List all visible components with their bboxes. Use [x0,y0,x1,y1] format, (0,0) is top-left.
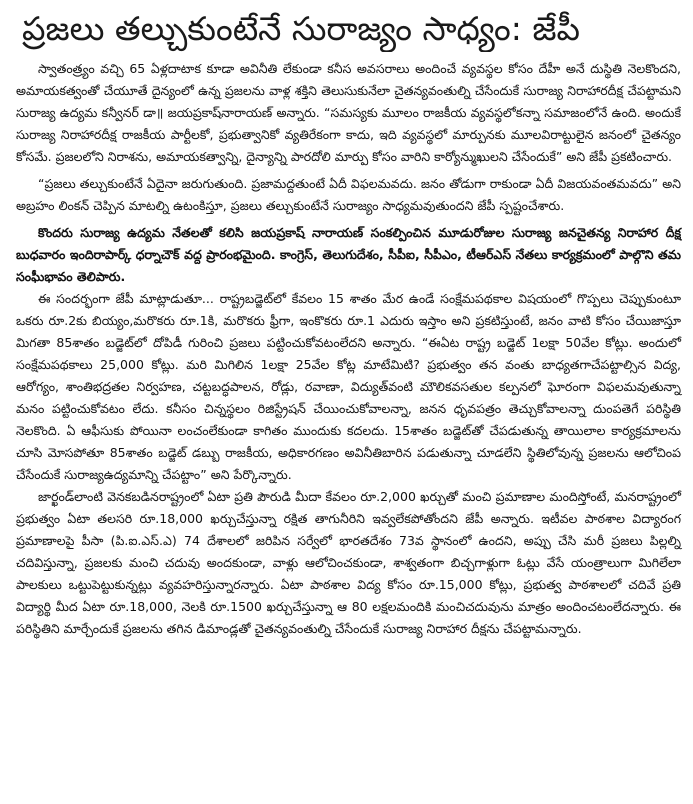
paragraph-lincoln-quote: “ప్రజలు తల్చుకుంటేనే ఏదైనా జరుగుతుంది. ప్రజామద్దతుంటే ఏదీ విఫలమవదు. జనం తోడుగా రాకుండా ఏదీ విజయవంతమవదు” అని అబ్రహం లింకన్ చెప్పిన మాటల్ని ఉటంకిస్తూ, ప్రజలు తల్చుకుంటేనే సురాజ్యం సాధ్యమవుతుందని జేపీ స్పష్టంచేశారు. [16,176,681,213]
paragraph-hunger-strike: కొందరు సురాజ్య ఉద్యమ నేతలతో కలిసి జయప్రకాష్ నారాయణ్ సంకల్పించిన మూడురోజుల సురాజ్య జనచైతన్య నిరాహార దీక్ష బుధవారం ఇందిరాపార్క్ ధర్నాచౌక్ వద్ద ప్రారంభమైంది. కాంగ్రెస్, తెలుగుదేశం, సీపీఐ, సీపీఎం, టీఆర్ఎస్ నేతలు కార్యక్రమంలో పాల్గొని తమ సంఘీభావం తెలిపారు. [16,225,681,284]
headline: ప్రజలు తల్చుకుంటేనే సురాజ్యం సాధ్యం: జేపీ [22,9,580,48]
paragraph-intro: స్వాతంత్ర్యం వచ్చి 65 ఏళ్లదాటాక కూడా అవినీతి లేకుండా కనీస అవసరాలు అందించే వ్యవస్థల కోసం దేహీ అనే దుస్థితి నెలకొందని, అమాయకత్వంతో చేయూతే దైన్యంలో ఉన్న ప్రజలను వాళ్ల శక్తిని తెలుసుకునేలా చైతన్యవంతుల్ని చేసేందుకే సురాజ్య నిరాహారదీక్ష చేపట్టామని సురాజ్య ఉద్యమ కన్వీనర్ డా॥ జయప్రకాష్‌నారాయణ్ అన్నారు. “సమస్యకు మూలం రాజకీయ వ్యవస్థలోకన్నా సమాజంలోనే ఉంది. అందుకే సురాజ్య నిరాహారదీక్ష రాజకీయ పార్టీలకో, ప్రభుత్వానికో వ్యతిరేకంగా కాదు, ఇది వ్యవస్థలో మార్పునకు మూలవిరాట్టులైన జనంలో చైతన్యం కోసమే. ప్రజలలోని నిరాశను, అమాయకత్వాన్ని, దైన్యాన్ని పారదోలి మార్పు కోసం వారిని కార్యోన్ముఖులని చేసేందుకే” అని జేపీ ప్రకటించారు. [16,61,681,164]
paragraph-budget: ఈ సందర్భంగా జేపీ మాట్లాడుతూ... రాష్ట్రబడ్జెట్‌లో కేవలం 15 శాతం మేర ఉండే సంక్షేమపథకాల విషయంలో గొప్పలు చెప్పుకుంటూ ఒకరు రూ.2కు బియ్యం,మరొకరు రూ.1కి, మరొకరు ఫ్రీగా, ఇంకొకరు రూ.1 ఎదురు ఇస్తాం అని ప్రకటిస్తుంటే, జనం వాటి కోసం చేయిజాస్తూ మిగతా 85శాతం బడ్జెట్‌లో దోపిడీ గురించి ప్రజలు పట్టించుకోవటంలేదని అన్నారు. “ఈఏట రాష్ట్ర బడ్జెట్ 1లక్షా 50వేల కోట్లు. అందులో సంక్షేమపథకాలు 25,000 కోట్లు. మరి మిగిలిన 1లక్షా 25వేల కోట్ల మాటేమిటి? ప్రభుత్వం తన వంతు బాధ్యతగాచేపట్టాల్సిన విద్య, ఆరోగ్యం, శాంతిభద్రతల నిర్వహణ, చట్టబద్ధపాలన, రోడ్లు, రవాణా, విద్యుత్‌వంటి మౌలికవసతుల కల్పనలో ఘోరంగా విఫలమవుతున్నా మనం పట్టించుకోవటం లేదు. కనీసం చిన్నస్థలం రిజిస్ట్రేషన్ చేయించుకోవాలన్నా, జనన ధృవపత్రం తెచ్చుకోవాలన్నా దుంపతెగే పరిస్థితి నెలకొంది. ఏ ఆఫీసుకు పోయినా లంచంలేకుండా కాగితం ముందుకు కదలదు. 15శాతం బడ్జెట్‌తో చేపడుతున్న తాయిలాల కార్యక్రమాలను చూసి మోసపోతూ 85శాతం బడ్జెట్ డబ్బు రాజకీయ, అధికారగణం అవినీతిబారిన పడుతున్నా చూడలేని స్థితిలోవున్న ప్రజలను ఆలోచింప చేసేందుకే సురాజ్యఉద్యమాన్ని చేపట్టాం” అని పేర్కొన్నారు. [16,291,681,482]
article-body [16,58,681,640]
paragraph-education: జార్ఖండ్‌లాంటి వెనకబడినరాష్ట్రంలో ఏటా ప్రతి పౌరుడి మీదా కేవలం రూ.2,000 ఖర్చుతో మంచి ప్రమాణాల మందిస్తోంటే, మనరాష్ట్రంలో ప్రభుత్వం ఏటా తలసరి రూ.18,000 ఖర్చుచేస్తున్నా రక్షిత తాగునీరిని ఇవ్వలేకపోతోందని జేపీ అన్నారు. ఇటీవల పాఠశాల విద్యారంగ ప్రమాణాలపై పీసా (పి.ఐ.ఎస్.ఎ) 74 దేశాలలో జరిపిన సర్వేలో భారతదేశం 73వ స్థానంలో ఉందని, అప్పు చేసి మరీ ప్రజలు పిల్లల్ని చదివిస్తున్నా, ప్రజలకు మంచి చదువు అందకుండా, వాళ్లు ఆలోచించకుండా, శాశ్వతంగా బిచ్చగాళ్లుగా ఓట్లు వేసే యంత్రాలుగా మిగిలేలా పాలకులు ఒట్టుపెట్టుకున్నట్లు వ్యవహరిస్తున్నారన్నారు. ఏటా పాఠశాల విద్య కోసం రూ.15,000 కోట్లు, ప్రభుత్వ పాఠశాలలో చదివే ప్రతి విద్యార్థి మీద ఏటా రూ.18,000, నెలకి రూ.1500 ఖర్చుచేస్తున్నా ఆ 80 లక్షలమందికి మంచిచదువును మాత్రం అందించటంలేదన్నారు. ఈ పరిస్థితిని మార్చేందుకే ప్రజలను తగిన డిమాండ్లతో చైతన్యవంతుల్ని చేసేందుకే సురాజ్య నిరాహార దీక్షను చేపట్టామన్నారు. [16,489,681,636]
